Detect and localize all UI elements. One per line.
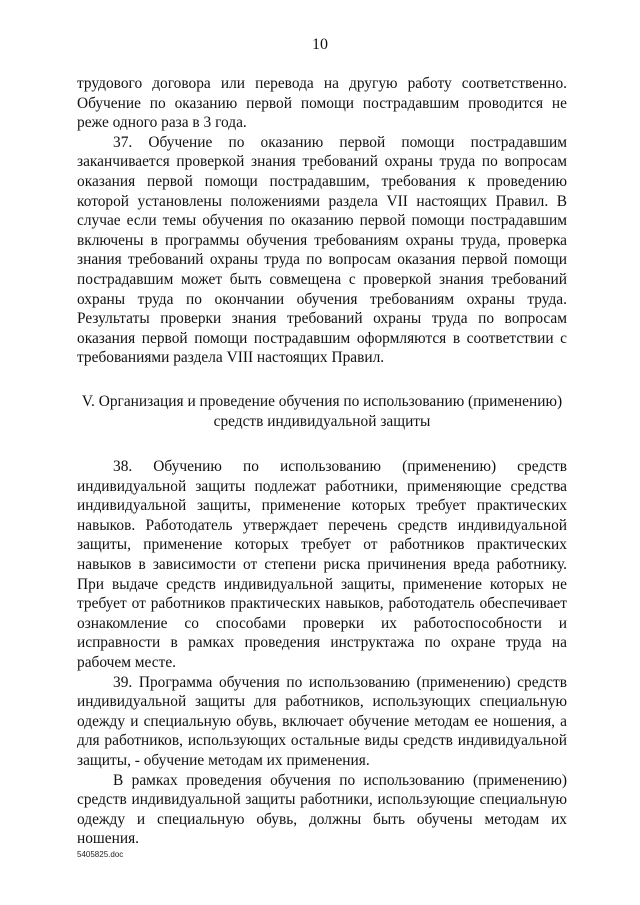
- section-heading-line1: V. Организация и проведение обучения по использованию (применению): [81, 392, 563, 410]
- paragraph-38: 38. Обучению по использованию (применению) средств индивидуальной защиты подлежат работники, применяющие средства индивидуальной защиты, применение которых требует практических навыков. Работодатель утверждает перечень средств индивидуальной защиты, применение которых требует от работников практических навыков в зависимости от степени риска причинения вреда работнику. При выдаче средств индивидуальной защиты, применение которых не требует от работников практических навыков, работодатель обеспечивает ознакомление со способами проверки их работоспособности и исправности в рамках проведения инструктажа по охране труда на рабочем месте.: [77, 458, 567, 672]
- section-heading: [77, 392, 567, 431]
- paragraph-39-continuation: В рамках проведения обучения по использованию (применению) средств индивидуальной защиты работники, использующие специальную одежду и специальную обувь, должны быть обучены методам их ношения.: [77, 771, 567, 848]
- document-body: [77, 74, 567, 849]
- footer-filename: 5405825.doc: [77, 850, 124, 859]
- section-heading-line2: средств индивидуальной защиты: [213, 412, 431, 430]
- paragraph-37: 37. Обучение по оказанию первой помощи пострадавшим заканчивается проверкой знания требований охраны труда по вопросам оказания первой помощи пострадавшим, требования к проведению которой установлены положениями раздела VII настоящих Правил. В случае если темы обучения по оказанию первой помощи пострадавшим включены в программы обучения требованиям охраны труда, проверка знания требований охраны труда по вопросам оказания первой помощи пострадавшим может быть совмещена с проверкой знания требований охраны труда по окончании обучения требованиям охраны труда. Результаты проверки знания требований охраны труда по вопросам оказания первой помощи пострадавшим оформляются в соответствии с требованиями раздела VIII настоящих Правил.: [77, 133, 567, 367]
- paragraph-39: 39. Программа обучения по использованию (применению) средств индивидуальной защиты для работников, использующих специальную одежду и специальную обувь, включает обучение методам ее ношения, а для работников, использующих остальные виды средств индивидуальной защиты, - обучение методам их применения.: [77, 673, 567, 769]
- paragraph-continuation: трудового договора или перевода на другую работу соответственно. Обучение по оказанию первой помощи пострадавшим проводится не реже одного раза в 3 года.: [77, 75, 567, 132]
- page-number: 10: [312, 36, 328, 53]
